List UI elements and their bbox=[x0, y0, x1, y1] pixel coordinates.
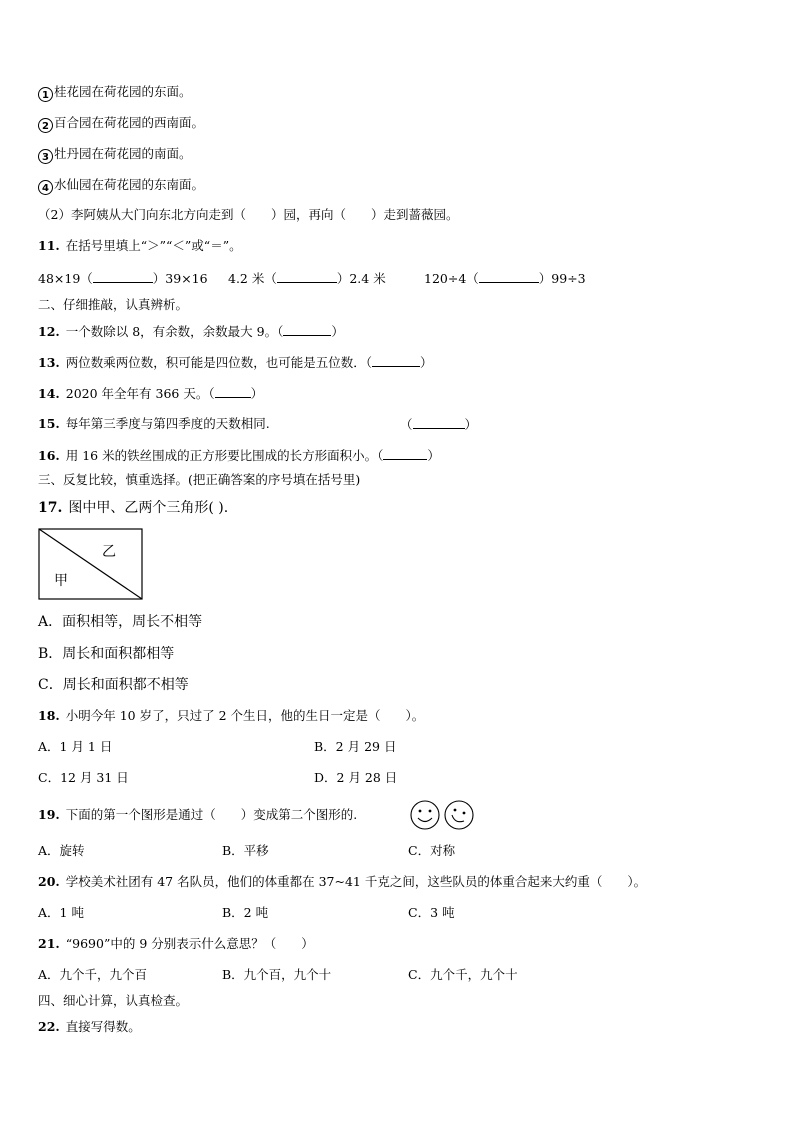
option-18-d[interactable]: D．2 月 28 日 bbox=[314, 770, 398, 785]
question-18 bbox=[38, 708, 424, 724]
answer-blank[interactable] bbox=[215, 385, 251, 398]
question-number: 16. bbox=[38, 448, 60, 463]
option-19-b[interactable]: B．平移 bbox=[222, 843, 269, 858]
question-number: 14. bbox=[38, 386, 60, 401]
question-number: 21. bbox=[38, 936, 60, 951]
bracket-close: ） bbox=[250, 386, 264, 401]
question-19 bbox=[38, 807, 357, 823]
circled-number-2: 2 bbox=[38, 118, 53, 133]
item-4-text: 水仙园在荷花园的东南面。 bbox=[54, 177, 205, 192]
question-number: 13. bbox=[38, 355, 60, 370]
answer-blank[interactable] bbox=[383, 447, 427, 460]
question-text: “9690”中的 9 分别表示什么意思？（ ） bbox=[65, 936, 314, 951]
compare-2-right: ）2.4 米 bbox=[336, 271, 386, 286]
section-3-heading: 三、反复比较，慎重选择。(把正确答案的序号填在括号里) bbox=[38, 472, 361, 487]
question-10-part-2: （2）李阿姨从大门向东北方向走到（ ）园，再向（ ）走到蔷薇园。 bbox=[38, 207, 459, 222]
question-text: 图中甲、乙两个三角形( ). bbox=[68, 500, 229, 516]
question-number: 12. bbox=[38, 324, 60, 339]
option-18-a[interactable]: A．1 月 1 日 bbox=[38, 739, 113, 754]
section-2-heading: 二、仔细推敲，认真辨析。 bbox=[38, 297, 189, 312]
question-text: 两位数乘两位数，积可能是四位数，也可能是五位数．（ bbox=[65, 355, 373, 370]
question-text: 小明今年 10 岁了，只过了 2 个生日，他的生日一定是（ ）。 bbox=[65, 708, 425, 723]
bracket-open: （ bbox=[400, 417, 413, 432]
compare-3 bbox=[424, 270, 586, 287]
question-number: 11. bbox=[38, 238, 60, 253]
question-17 bbox=[38, 499, 228, 517]
answer-blank[interactable] bbox=[413, 416, 465, 429]
compare-1 bbox=[38, 270, 208, 287]
option-20-c[interactable]: C．3 吨 bbox=[408, 905, 455, 920]
answer-blank[interactable] bbox=[479, 270, 539, 283]
circled-number-1: 1 bbox=[38, 87, 53, 102]
item-3 bbox=[38, 146, 192, 164]
question-number: 15. bbox=[38, 416, 60, 431]
item-3-text: 牡丹园在荷花园的南面。 bbox=[54, 146, 192, 161]
question-number: 18. bbox=[38, 708, 60, 723]
question-12 bbox=[38, 323, 344, 340]
question-number: 17. bbox=[38, 500, 63, 516]
face-figures bbox=[408, 800, 478, 832]
circled-number-4: 4 bbox=[38, 180, 53, 195]
option-21-a[interactable]: A．九个千，九个百 bbox=[38, 967, 148, 982]
compare-3-left: 120÷4（ bbox=[424, 271, 479, 286]
option-17-a[interactable]: A．面积相等，周长不相等 bbox=[38, 614, 203, 630]
answer-blank[interactable] bbox=[372, 354, 420, 367]
answer-blank[interactable] bbox=[93, 270, 153, 283]
circled-number-3: 3 bbox=[38, 149, 53, 164]
option-21-b[interactable]: B．九个百，九个十 bbox=[222, 967, 332, 982]
compare-2-left: 4.2 米（ bbox=[228, 271, 277, 286]
bracket-close: ） bbox=[420, 355, 433, 370]
option-21-c[interactable]: C．九个千，九个十 bbox=[408, 967, 518, 982]
question-14 bbox=[38, 385, 263, 402]
option-18-c[interactable]: C．12 月 31 日 bbox=[38, 770, 129, 785]
question-16 bbox=[38, 447, 440, 464]
question-text: 直接写得数。 bbox=[65, 1019, 141, 1034]
question-text: 2020 年全年有 366 天。（ bbox=[65, 386, 215, 401]
question-text: 下面的第一个图形是通过（ ）变成第二个图形的. bbox=[65, 807, 358, 822]
answer-blank[interactable] bbox=[283, 323, 331, 336]
question-13 bbox=[38, 354, 433, 371]
compare-1-left: 48×19（ bbox=[38, 271, 93, 286]
triangle-label-b: 乙 bbox=[102, 544, 116, 560]
question-11 bbox=[38, 238, 242, 254]
question-20 bbox=[38, 874, 646, 890]
item-4 bbox=[38, 177, 204, 195]
item-1 bbox=[38, 84, 192, 102]
question-text: 一个数除以 8，有余数，余数最大 9。（ bbox=[65, 324, 284, 339]
question-number: 22. bbox=[38, 1019, 60, 1034]
question-22 bbox=[38, 1019, 141, 1035]
bracket-close: ） bbox=[464, 417, 478, 432]
bracket-close: ） bbox=[331, 324, 344, 339]
question-number: 20. bbox=[38, 874, 60, 889]
question-text: 学校美术社团有 47 名队员，他们的体重都在 37~41 千克之间，这些队员的体重合起来大约重（ ）。 bbox=[65, 874, 647, 889]
smiley-face-icon bbox=[411, 801, 439, 829]
option-18-b[interactable]: B．2 月 29 日 bbox=[314, 739, 397, 754]
question-text: 每年第三季度与第四季度的天数相同. bbox=[65, 416, 270, 431]
question-number: 19. bbox=[38, 807, 60, 822]
triangles-figure bbox=[38, 528, 144, 602]
rotated-smiley-face-icon bbox=[445, 801, 473, 829]
option-20-a[interactable]: A．1 吨 bbox=[38, 905, 84, 920]
option-19-c[interactable]: C．对称 bbox=[408, 843, 456, 858]
answer-blank[interactable] bbox=[277, 270, 337, 283]
question-15 bbox=[38, 416, 270, 432]
compare-1-right: ）39×16 bbox=[152, 271, 208, 286]
item-1-text: 桂花园在荷花园的东面。 bbox=[54, 84, 192, 99]
item-2-text: 百合园在荷花园的西南面。 bbox=[54, 115, 205, 130]
question-text: 用 16 米的铁丝围成的正方形要比围成的长方形面积小。（ bbox=[65, 448, 384, 463]
option-19-a[interactable]: A．旋转 bbox=[38, 843, 85, 858]
option-17-b[interactable]: B．周长和面积都相等 bbox=[38, 646, 175, 662]
question-text: 在括号里填上“＞”“＜”或“＝”。 bbox=[65, 238, 242, 253]
compare-2 bbox=[228, 270, 386, 287]
option-20-b[interactable]: B．2 吨 bbox=[222, 905, 269, 920]
question-21 bbox=[38, 936, 314, 952]
triangle-label-a: 甲 bbox=[54, 573, 68, 589]
bracket-close: ） bbox=[427, 448, 440, 463]
option-17-c[interactable]: C．周长和面积都不相等 bbox=[38, 677, 189, 693]
question-15-answer bbox=[400, 416, 477, 433]
section-4-heading: 四、细心计算，认真检查。 bbox=[38, 993, 189, 1008]
compare-3-right: ）99÷3 bbox=[538, 271, 586, 286]
item-2 bbox=[38, 115, 204, 133]
